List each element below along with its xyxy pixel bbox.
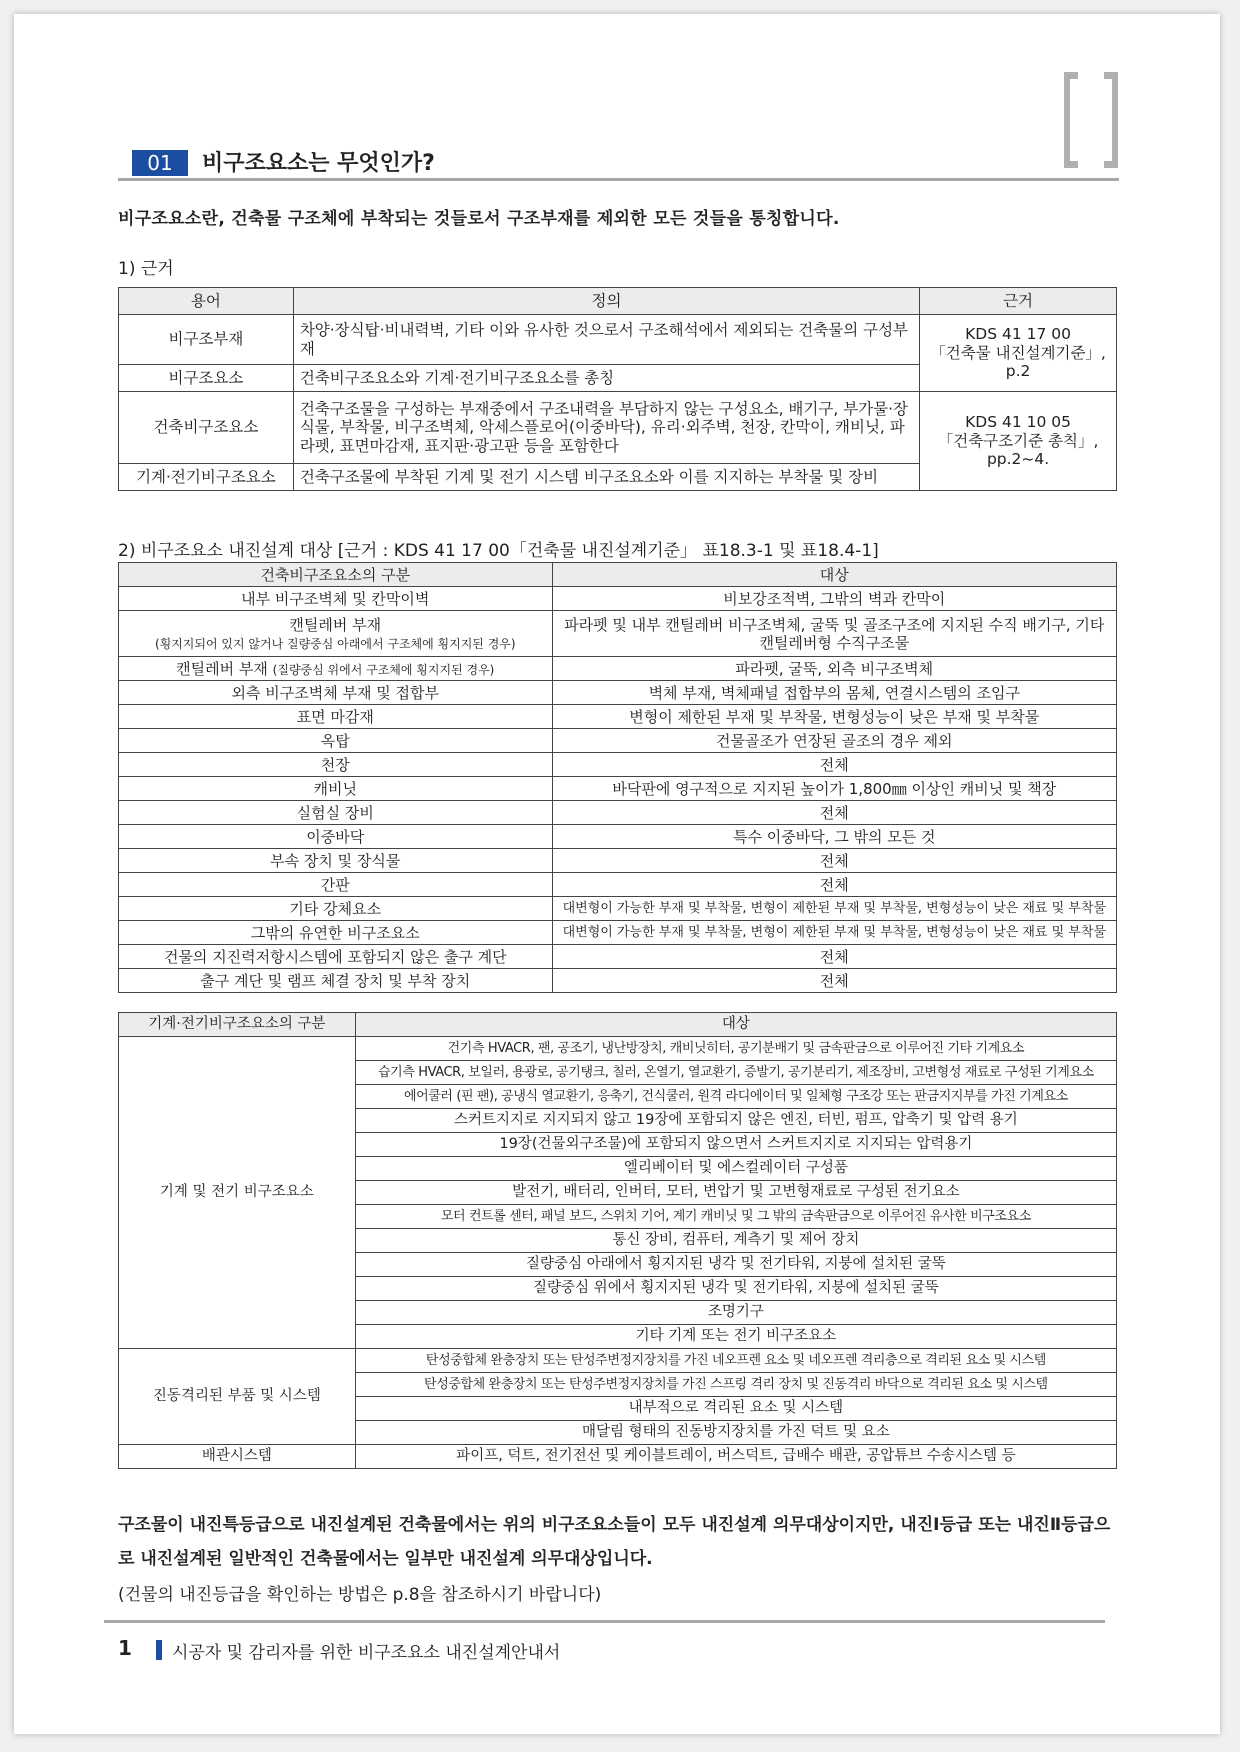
arch-category: 외측 비구조벽체 부재 및 접합부 [119,681,553,705]
arch-target: 변형이 제한된 부재 및 부착물, 변형성능이 낮은 부재 및 부착물 [552,705,1116,729]
arch-category: 이중바닥 [119,825,553,849]
basis-heading: 1) 근거 [118,259,174,279]
arch-category: 기타 강체요소 [119,897,553,921]
mech-target: 건기측 HVACR, 팬, 공조기, 냉난방장치, 캐비닛히터, 공기분배기 및 금속판금으로 이루어진 기타 기계요소 [355,1037,1116,1061]
arch-target: 벽체 부재, 벽체패널 접합부의 몸체, 연결시스템의 조임구 [552,681,1116,705]
basis-header-definition: 정의 [293,288,919,315]
arch-category: 천장 [119,753,553,777]
arch-category-note: (횡지지되어 있지 않거나 질량중심 아래에서 구조체에 횡지지된 경우) [154,636,516,651]
reference-note: (건물의 내진등급을 확인하는 방법은 p.8을 참조하시기 바랍니다) [118,1585,602,1605]
arch-target: 전체 [552,753,1116,777]
source-page: p.2 [1005,362,1031,381]
pipe-group-label: 배관시스템 [119,1445,356,1469]
arch-target: 파라펫 및 내부 캔틸레버 비구조벽체, 굴뚝 및 골조구조에 지지된 수직 배기구, 기타 캔틸레버형 수직구조물 [552,611,1116,657]
mech-target: 스커트지지로 지지되지 않고 19장에 포함되지 않은 엔진, 터빈, 펌프, 압축기 및 압력 용기 [355,1109,1116,1133]
arch-target: 바닥판에 영구적으로 지지된 높이가 1,800㎜ 이상인 캐비닛 및 책장 [552,777,1116,801]
arch-target: 특수 이중바닥, 그 밖의 모든 것 [552,825,1116,849]
section-header [118,140,1119,181]
section-number: 01 [132,150,188,176]
closing-paragraph: 구조물이 내진특등급으로 내진설계된 건축물에서는 위의 비구조요소들이 모두 내진설계 의무대상이지만, 내진Ⅰ등급 또는 내진Ⅱ등급으로 내진설계된 일반적인 건축물에서는 일부만 내진설계 의무대상입니다. [118,1515,1111,1569]
source-title: 「건축물 내진설계기준」, [930,343,1106,362]
arch-header-target: 대상 [552,563,1116,587]
arch-category: 캐비닛 [119,777,553,801]
basis-definition: 차양·장식탑·비내력벽, 기타 이와 유사한 것으로서 구조해석에서 제외되는 건축물의 구성부재 [293,315,919,365]
footer-title: 시공자 및 감리자를 위한 비구조요소 내진설계안내서 [172,1643,561,1663]
basis-definition: 건축비구조요소와 기계·전기비구조요소를 총칭 [293,365,919,392]
source-page: pp.2~4. [986,450,1050,469]
arch-category: 옥탑 [119,729,553,753]
mech-target: 통신 장비, 컴퓨터, 계측기 및 제어 장치 [355,1229,1116,1253]
basis-definition: 건축구조물을 구성하는 부재중에서 구조내력을 부담하지 않는 구성요소, 배기구, 부가물·장식물, 부착물, 비구조벽체, 악세스플로어(이중바닥), 유리·외주벽, 천장, 칸막이, 캐비닛, 파라펫, 표면마감재, 표지판·광고판 등을 포함한다 [293,392,919,464]
vib-target: 탄성중합체 완충장치 또는 탄성주변정지장치를 가진 스프링 격리 장치 및 진동격리 바닥으로 격리된 요소 및 시스템 [355,1373,1116,1397]
mech-target: 기타 기계 또는 전기 비구조요소 [355,1325,1116,1349]
arch-target: 파라펫, 굴뚝, 외측 비구조벽체 [552,657,1116,681]
arch-category-note: (질량중심 위에서 구조체에 횡지지된 경우) [272,662,495,677]
arch-target: 건물골조가 연장된 골조의 경우 제외 [552,729,1116,753]
arch-category: 출구 계단 및 램프 체결 장치 및 부착 장치 [119,969,553,993]
arch-category-label: 캔틸레버 부재 [176,659,268,678]
arch-target: 전체 [552,801,1116,825]
targets-heading: 2) 비구조요소 내진설계 대상 [근거 : KDS 41 17 00「건축물 내진설계기준」 표18.3-1 및 표18.4-1] [118,541,879,561]
mech-target: 질량중심 아래에서 횡지지된 냉각 및 전기타워, 지붕에 설치된 굴뚝 [355,1253,1116,1277]
vib-target: 매달림 형태의 진동방지장치를 가진 덕트 및 요소 [355,1421,1116,1445]
mech-header-target: 대상 [355,1013,1116,1037]
mech-target: 모터 컨트롤 센터, 패널 보드, 스위치 기어, 계기 캐비닛 및 그 밖의 금속판금으로 이루어진 유사한 비구조요소 [355,1205,1116,1229]
arch-target: 전체 [552,849,1116,873]
arch-category: 내부 비구조벽체 및 칸막이벽 [119,587,553,611]
footer-divider [104,1620,1105,1623]
basis-term: 기계·전기비구조요소 [119,464,294,491]
source-code: KDS 41 17 00 [965,325,1071,344]
arch-category [119,611,553,657]
vib-group-label: 진동격리된 부품 및 시스템 [119,1349,356,1445]
basis-term: 비구조요소 [119,365,294,392]
footer-accent-bar [156,1640,162,1660]
section-title: 비구조요소는 무엇인가? [202,151,435,176]
arch-target: 대변형이 가능한 부재 및 부착물, 변형이 제한된 부재 및 부착물, 변형성능이 낮은 재료 및 부착물 [552,897,1116,921]
arch-category: 건물의 지진력저항시스템에 포함되지 않은 출구 계단 [119,945,553,969]
basis-definition: 건축구조물에 부착된 기계 및 전기 시스템 비구조요소와 이를 지지하는 부착물 및 장비 [293,464,919,491]
arch-targets-table [118,562,1117,993]
basis-term: 건축비구조요소 [119,392,294,464]
arch-target: 비보강조적벽, 그밖의 벽과 칸막이 [552,587,1116,611]
basis-table [118,287,1117,491]
mech-target: 에어쿨러 (핀 팬), 공냉식 열교환기, 응축기, 건식쿨러, 원격 라디에이터 및 일체형 구조강 또는 판금지지부를 가진 기계요소 [355,1085,1116,1109]
basis-header-source: 근거 [920,288,1117,315]
basis-source [920,392,1117,491]
basis-term: 비구조부재 [119,315,294,365]
lead-paragraph: 비구조요소란, 건축물 구조체에 부착되는 것들로서 구조부재를 제외한 모든 것들을 통칭합니다. [118,209,840,229]
arch-category: 간판 [119,873,553,897]
basis-header-term: 용어 [119,288,294,315]
mech-group-label: 기계 및 전기 비구조요소 [119,1037,356,1349]
source-code: KDS 41 10 05 [965,413,1071,432]
pipe-target: 파이프, 덕트, 전기전선 및 케이블트레이, 버스덕트, 급배수 배관, 공압튜브 수송시스템 등 [355,1445,1116,1469]
arch-category-label: 캔틸레버 부재 [289,615,382,634]
arch-category: 그밖의 유연한 비구조요소 [119,921,553,945]
basis-source [920,315,1117,392]
arch-category: 실험실 장비 [119,801,553,825]
arch-target: 전체 [552,945,1116,969]
arch-target: 전체 [552,873,1116,897]
page-number: 1 [118,1636,132,1660]
arch-header-category: 건축비구조요소의 구분 [119,563,553,587]
mech-target: 19장(건물외구조물)에 포함되지 않으면서 스커트지지로 지지되는 압력용기 [355,1133,1116,1157]
vib-target: 내부적으로 격리된 요소 및 시스템 [355,1397,1116,1421]
arch-target: 대변형이 가능한 부재 및 부착물, 변형이 제한된 부재 및 부착물, 변형성능이 낮은 재료 및 부착물 [552,921,1116,945]
source-title: 「건축구조기준 총칙」, [937,431,1099,450]
mech-target: 발전기, 배터리, 인버터, 모터, 변압기 및 고변형재료로 구성된 전기요소 [355,1181,1116,1205]
mech-target: 질량중심 위에서 횡지지된 냉각 및 전기타워, 지붕에 설치된 굴뚝 [355,1277,1116,1301]
mech-target: 습기측 HVACR, 보일러, 용광로, 공기탱크, 칠러, 온열기, 열교환기, 증발기, 공기분리기, 제조장비, 고변형성 재료로 구성된 기계요소 [355,1061,1116,1085]
mech-header-category: 기계·전기비구조요소의 구분 [119,1013,356,1037]
mech-targets-table [118,1012,1117,1469]
arch-category: 부속 장치 및 장식물 [119,849,553,873]
arch-target: 전체 [552,969,1116,993]
arch-category [119,657,553,681]
vib-target: 탄성중합체 완충장치 또는 탄성주변정지장치를 가진 네오프렌 요소 및 네오프렌 격리층으로 격리된 요소 및 시스템 [355,1349,1116,1373]
mech-target: 조명기구 [355,1301,1116,1325]
arch-category: 표면 마감재 [119,705,553,729]
mech-target: 엘리베이터 및 에스컬레이터 구성품 [355,1157,1116,1181]
